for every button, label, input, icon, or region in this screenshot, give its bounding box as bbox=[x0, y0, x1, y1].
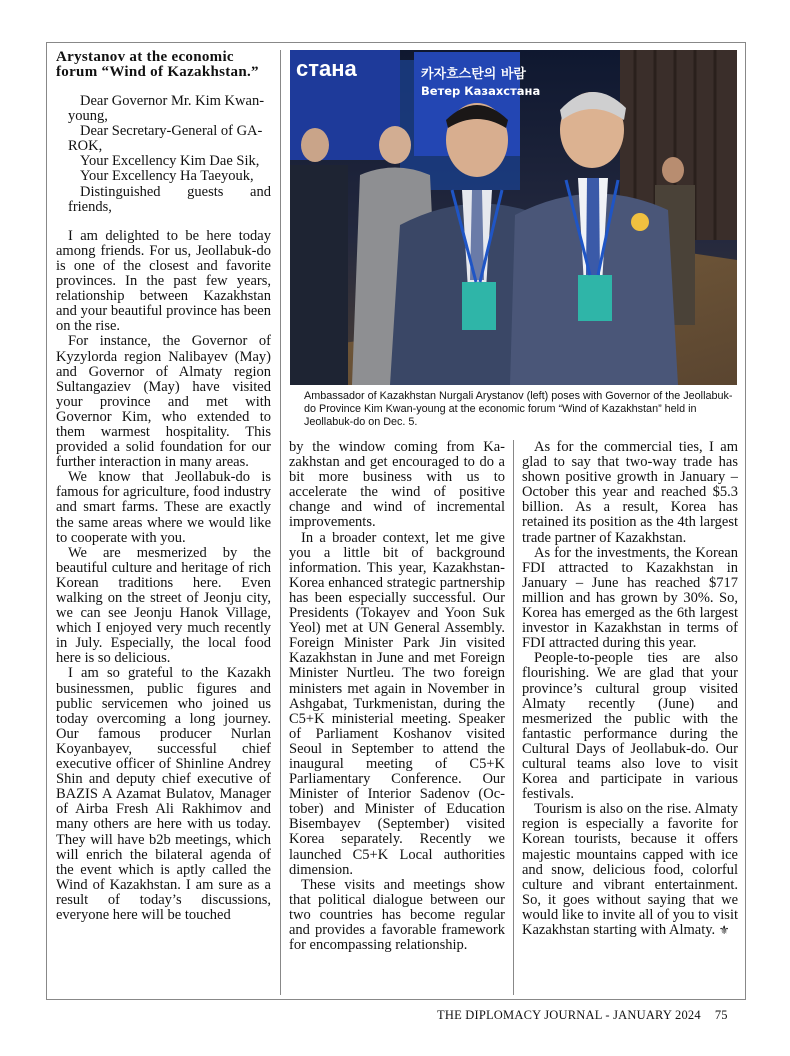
paragraph: For instance, the Governor of Kyzylorda region Nalibayev (May) and Governor of Almaty region Sultangaziev (May) have visited your province and met with Governor Kim, who extended to them warmest hospitality. This provided a solid foundation for our further interaction in many areas. bbox=[56, 333, 271, 471]
photo-caption: Ambassador of Kazakhstan Nurgali Arystanov (left) poses with Governor of the Jeollabuk-do Province Kim Kwan-young at the economic forum “Wind of Kazakhstan” held in Jeollabuk-do on Dec. 5. bbox=[304, 390, 733, 428]
salutation-line: Dear Governor Mr. Kim Kwan-young, bbox=[68, 93, 265, 125]
paragraph: by the window coming from Kazakhstan and get encouraged to do a bit more business with us to accelerate the wind of positive change and wind of incremental improvements. bbox=[289, 440, 505, 531]
ornament-icon: ⚜ bbox=[718, 923, 730, 937]
page-number: 75 bbox=[714, 1008, 728, 1022]
paragraph: I am delighted to be here today among friends. For us, Jeollabuk-do is one of the closest and favorite provinces. In the past few years, relationship between Kazakhstan and your beautiful province has been on the rise. bbox=[56, 227, 271, 335]
paragraph: As for the commercial ties, I am glad to say that two-way trade has shown positive growth in January – October this year and reached $5.3 billion. As a result, Korea has retained its position as the 4th largest trade partner of Kazakhstan. bbox=[522, 440, 738, 546]
paragraph bbox=[522, 802, 738, 938]
page-footer bbox=[437, 1008, 728, 1023]
column-divider bbox=[280, 50, 281, 995]
paragraph: We are mesmerized by the beautiful culture and heritage of rich Korean traditions here. Even walking on the street of Jeonju city, we can see Jeonju Hanok Village, which I enjoyed very much recently in July. Especially, the local food here is so delicious. bbox=[56, 544, 271, 667]
banner-right-russian: Ветер Казахстана bbox=[421, 84, 541, 98]
salutation-line: Your Excellency Kim Dae Sik, bbox=[80, 153, 260, 170]
paragraph: We know that Jeollabuk-do is famous for agriculture, food industry and smart farms. These are exactly the same areas where we would like to cooperate with you. bbox=[56, 469, 271, 546]
article-headline: Arystanov at the economic forum “Wind of Kazakhstan.” bbox=[56, 50, 259, 80]
boutonniere bbox=[631, 213, 649, 231]
paragraph: In a broader context, let me give you a little bit of background information. This year, Kazakhstan-Korea enhanced strategic partnership has been especially successful. Our Presidents (Tokayev and Yoon Suk Yeol) met at UN General Assembly. Foreign Minister Park Jin visited Kazakhstan in June and met Foreign Minister Nurtleu. The two foreign ministers met again in November in Ashgabat, Turkmenistan, during the C5+K ministerial meeting. Speaker of Parliament Koshanov visited Seoul in September to attend the inaugural meeting of C5+K Parliamentary Conference. Our Minister of Interior Sadenov (October) and Minister of Education Bisembayev (September) visited Korea separately. Recently we launched C5+K Local authorities dimension. bbox=[289, 529, 505, 878]
paragraph: I am so grateful to the Kazakh businessmen, public figures and public servicemen who joined us today overcoming a long journey. Our famous producer Nurlan Koyanbayev, successful chief executive officer of Shinline Andrey Shin and deputy chief executive of BAZIS A Azamat Bulatov, Manager of Airba Fresh Ali Rakhimov and many others are here with us today. They will have b2b meetings, which will enrich the bilateral agenda of the event which is aptly called the Wind of Kazakhstan. I am sure as a result of today’s discussions, everyone here will be touched bbox=[56, 665, 271, 923]
article-photo bbox=[290, 50, 737, 385]
paragraph: People-to-people ties are also flourishing. We are glad that your province’s cultural group visited Almaty recently (June) and mesmerized the public with the fantastic performance during the Cultural Days of Jeollabuk-do. Our cultural teams also love to visit Korea and participate in various festivals. bbox=[522, 650, 738, 803]
paragraph: As for the investments, the Korean FDI attracted to Kazakhstan in January – June has reached $717 million and has grown by 30%. So, Korea has emerged as the 6th largest investor in Kazakhstan in terms of FDI attracted during this year. bbox=[522, 544, 738, 652]
name-badge bbox=[578, 275, 612, 321]
paragraph: These visits and meetings show that political dialogue between our two countries has become regular and provides a favorable framework for encompassing relationship. bbox=[289, 876, 505, 954]
publication-name: THE DIPLOMACY JOURNAL - JANUARY 2024 bbox=[437, 1008, 701, 1022]
column-divider bbox=[513, 440, 514, 995]
article-column-3 bbox=[522, 440, 738, 995]
salutation-line: Dear Secretary-General of GA-ROK, bbox=[68, 123, 263, 155]
salutation-line: Your Excellency Ha Taeyouk, bbox=[80, 168, 254, 185]
photo-illustration bbox=[290, 50, 737, 385]
article-column-1 bbox=[56, 50, 271, 995]
article-column-2 bbox=[289, 440, 505, 995]
banner-left-text: стана bbox=[296, 56, 357, 81]
paragraph-text: Tourism is also on the rise. Almaty region is especially a favorite for Korean tourists, because it offers majestic mountains capped with ice and snow, delicious food, colorful culture and vibrant entertainment. So, it goes without saying that we would like to invite all of you to visit Kazakhstan starting with Almaty. bbox=[522, 801, 738, 938]
name-badge bbox=[462, 282, 496, 330]
banner-right-korean: 카자흐스탄의 바람 bbox=[421, 67, 526, 82]
salutation-line: Distinguished guests and friends, bbox=[68, 183, 271, 215]
